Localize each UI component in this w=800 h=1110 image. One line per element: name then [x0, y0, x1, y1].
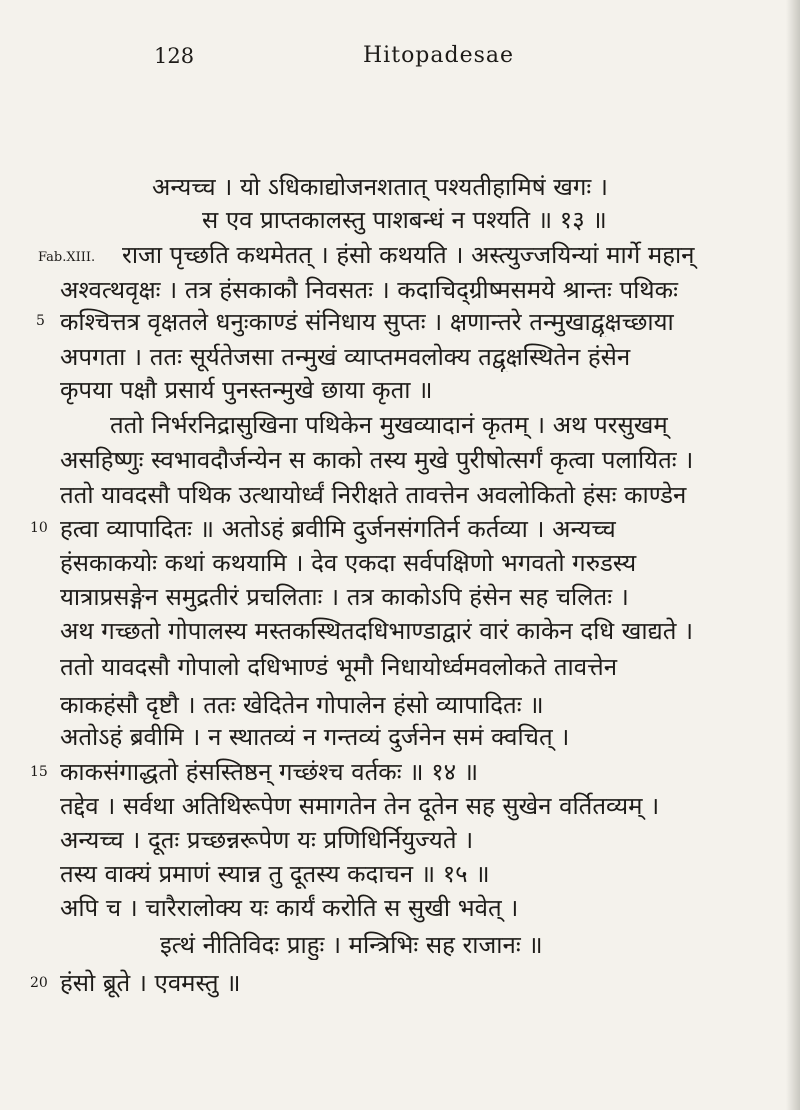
text-line: हत्वा व्यापादितः ॥ अतोऽहं ब्रवीमि दुर्जनसंगतिर्न कर्तव्या । अन्यच्च: [60, 515, 616, 543]
text-line: अश्वत्थवृक्षः । तत्र हंसकाकौ निवसतः । कदाचिद्ग्रीष्मसमये श्रान्तः पथिकः: [60, 276, 678, 304]
text-line: अपि च । चारैरालोक्य यः कार्यं करोति स सुखी भवेत् ।: [60, 894, 519, 922]
text-line: कृपया पक्षौ प्रसार्य पुनस्तन्मुखे छाया कृता ॥: [60, 376, 433, 404]
fable-margin-label: Fab.XIII.: [38, 250, 96, 265]
text-line: ततो यावदसौ पथिक उत्थायोर्ध्वं निरीक्षते तावत्तेन अवलोकितो हंसः काण्डेन: [60, 481, 687, 509]
line-number-10: 10: [30, 520, 48, 536]
text-line: तस्य वाक्यं प्रमाणं स्यान्न तु दूतस्य कदाचन ॥ १५ ॥: [60, 860, 490, 888]
text-line: राजा पृच्छति कथमेतत् । हंसो कथयति । अस्त्युज्जयिन्यां मार्गे महान्: [122, 241, 695, 269]
text-line: कश्चित्तत्र वृक्षतले धनुःकाण्डं संनिधाय सुप्तः । क्षणान्तरे तन्मुखाद्वृक्षच्छाया: [60, 308, 674, 336]
text-line: यात्राप्रसङ्गेन समुद्रतीरं प्रचलिताः । तत्र काकोऽपि हंसेन सह चलितः ।: [60, 583, 629, 611]
text-line: स एव प्राप्तकालस्तु पाशबन्धं न पश्यति ॥ १३ ॥: [202, 206, 607, 234]
page-number: 128: [154, 44, 195, 68]
text-line: अथ गच्छतो गोपालस्य मस्तकस्थितदधिभाण्डाद्वारं वारं काकेन दधि खाद्यते ।: [60, 617, 694, 645]
text-line: असहिष्णुः स्वभावदौर्जन्येन स काको तस्य मुखे पुरीषोत्सर्गं कृत्वा पलायितः ।: [60, 446, 694, 474]
text-line: इत्थं नीतिविदः प्राहुः । मन्त्रिभिः सह राजानः ॥: [160, 931, 543, 959]
page-header: [0, 42, 800, 74]
line-number-15: 15: [30, 764, 48, 780]
line-number-5: 5: [36, 313, 45, 329]
line-number-20: 20: [30, 975, 48, 991]
text-line: ततो यावदसौ गोपालो दधिभाण्डं भूमौ निधायोर्ध्वमवलोकते तावत्तेन: [60, 653, 618, 681]
text-line: अपगता । ततः सूर्यतेजसा तन्मुखं व्याप्तमवलोक्य तद्वृक्षस्थितेन हंसेन: [60, 343, 631, 371]
text-line: हंसो ब्रूते । एवमस्तु ॥: [60, 969, 241, 997]
text-line: हंसकाकयोः कथां कथयामि । देव एकदा सर्वपक्षिणो भगवतो गरुडस्य: [60, 549, 637, 577]
text-line: काकसंगाद्धतो हंसस्तिष्ठन् गच्छंश्च वर्तकः ॥ १४ ॥: [60, 758, 479, 786]
text-line: अतोऽहं ब्रवीमि । न स्थातव्यं न गन्तव्यं दुर्जनेन समं क्वचित् ।: [60, 723, 570, 751]
text-line: काकहंसौ दृष्टौ । ततः खेदितेन गोपालेन हंसो व्यापादितः ॥: [60, 691, 544, 719]
running-title: Hitopadesae: [363, 43, 515, 68]
text-line: ततो निर्भरनिद्रासुखिना पथिकेन मुखव्यादानं कृतम् । अथ परसुखम्: [110, 411, 668, 439]
page-edge-shadow: [786, 0, 800, 1110]
text-line: अन्यच्च । दूतः प्रच्छन्नरूपेण यः प्रणिधिर्नियुज्यते ।: [60, 826, 474, 854]
text-line: तद्देव । सर्वथा अतिथिरूपेण समागतेन तेन दूतेन सह सुखेन वर्तितव्यम् ।: [60, 792, 660, 820]
text-line: अन्यच्च । यो ऽधिकाद्योजनशतात् पश्यतीहामिषं खगः ।: [152, 173, 608, 201]
